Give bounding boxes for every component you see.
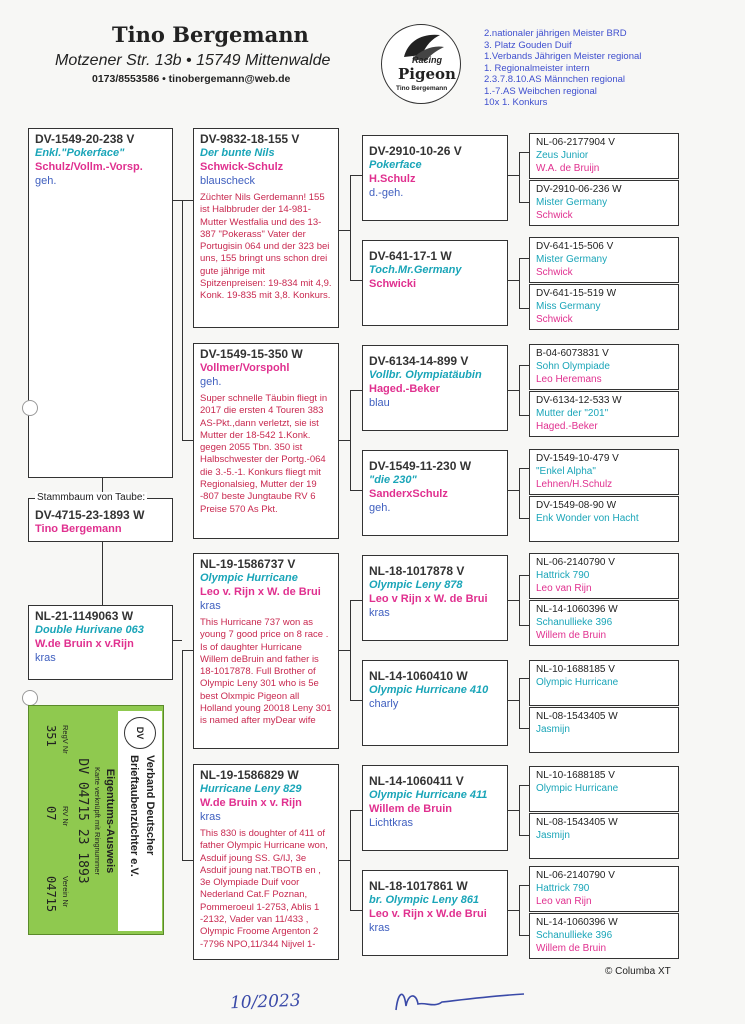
achievement-item: 3. Platz Gouden Duif <box>484 39 572 51</box>
rv-label: RV Nr <box>61 806 70 827</box>
connector-line <box>338 860 350 861</box>
ownership-card-rotated <box>32 711 162 931</box>
racing-pigeon-logo <box>381 24 461 104</box>
connector-line <box>350 390 351 490</box>
subject-card <box>28 492 173 542</box>
pigeon-breeder: Schwick-Schulz <box>200 161 284 173</box>
connector-line <box>102 540 103 605</box>
pigeon-ring-number: DV-1549-08-90 W <box>536 500 617 511</box>
pigeon-breeder: Vollmer/Vorspohl <box>200 362 290 374</box>
gen4-card <box>529 133 679 179</box>
pigeon-name: Olympic Leny 878 <box>369 579 463 591</box>
achievement-item: 2.nationaler jährigen Meister BRD <box>484 28 627 39</box>
gen4-card <box>529 180 679 226</box>
connector-line <box>507 910 519 911</box>
pigeon-ring-number: NL-08-1543405 W <box>536 711 618 722</box>
pigeon-ring-number: DV-641-15-506 V <box>536 241 614 252</box>
connector-line <box>519 308 529 309</box>
gen2-card-dam-dam <box>193 764 339 960</box>
connector-line <box>519 835 529 836</box>
pigeon-name: Jasmijn <box>536 724 570 735</box>
gen4-card <box>529 660 679 706</box>
connector-line <box>350 600 351 700</box>
pigeon-name: Mister Germany <box>536 197 608 208</box>
pigeon-color: blauscheck <box>200 175 256 187</box>
gen3-card <box>362 660 508 746</box>
connector-line <box>507 810 519 811</box>
sire-card <box>28 128 173 478</box>
pigeon-name: Enk Wonder von Hacht <box>536 513 639 524</box>
rv-value: 07 <box>44 806 58 821</box>
pigeon-breeder: Willem de Bruin <box>536 630 607 641</box>
pigeon-ring-number: NL-19-1586829 W <box>200 768 299 782</box>
software-credit: © Columba XT <box>605 966 671 977</box>
ownership-ring: DV 04715 23 1893 <box>75 758 90 884</box>
pigeon-name: Sohn Olympiade <box>536 361 610 372</box>
breeder-name: Tino Bergemann <box>112 22 309 47</box>
dam-color: kras <box>35 652 56 664</box>
handwritten-signature <box>390 982 530 1018</box>
pigeon-name: Hattrick 790 <box>536 570 590 581</box>
pigeon-breeder: Haged.-Beker <box>369 383 440 395</box>
connector-line <box>519 365 529 366</box>
connector-line <box>519 258 529 259</box>
sire-breeder: Schulz/Vollm.-Vorsp. <box>35 161 143 173</box>
connector-line <box>519 935 529 936</box>
gen4-card <box>529 553 679 599</box>
pigeon-breeder: Willem de Bruin <box>536 943 607 954</box>
pigeon-ring-number: DV-641-17-1 W <box>369 249 452 263</box>
gen3-card <box>362 450 508 536</box>
breeder-contact: 0173/8553586 • tinobergemann@web.de <box>92 73 291 85</box>
connector-line <box>507 390 519 391</box>
pigeon-breeder: Haged.-Beker <box>536 421 598 432</box>
connector-line <box>519 785 529 786</box>
pigeon-name: Schanullieke 396 <box>536 930 613 941</box>
gen3-card <box>362 765 508 851</box>
pigeon-name: Schanullieke 396 <box>536 617 613 628</box>
gen2-card-dam-sire <box>193 553 339 749</box>
gen4-card <box>529 284 679 330</box>
pigeon-ring-number: NL-14-1060411 V <box>369 774 464 788</box>
connector-line <box>519 468 520 518</box>
breeder-address: Motzener Str. 13b • 15749 Mittenwalde <box>55 52 331 69</box>
achievements-list <box>484 28 641 109</box>
gen2-card-sire-sire <box>193 128 339 328</box>
pigeon-color: geh. <box>369 502 391 514</box>
pigeon-name: Der bunte Nils <box>200 147 275 159</box>
gen4-card <box>529 813 679 859</box>
pigeon-ring-number: NL-14-1060396 W <box>536 917 618 928</box>
connector-line <box>350 810 351 910</box>
pigeon-color: charly <box>369 698 399 710</box>
achievement-item: 10x 1. Konkurs <box>484 97 548 108</box>
connector-line <box>507 175 519 176</box>
pigeon-name: Mister Germany <box>536 254 608 265</box>
pigeon-breeder: W.de Bruin x v. Rijn <box>200 797 302 809</box>
dam-card <box>28 605 173 680</box>
connector-line <box>338 440 350 441</box>
connector-line <box>519 258 520 308</box>
pigeon-name: Hattrick 790 <box>536 883 590 894</box>
dam-ring-number: NL-21-1149063 W <box>35 609 134 623</box>
connector-line <box>519 415 529 416</box>
pigeon-ring-number: NL-14-1060410 W <box>369 669 468 683</box>
connector-line <box>350 490 362 491</box>
pigeon-breeder: Leo van Rijn <box>536 896 592 907</box>
gen4-card <box>529 866 679 912</box>
pigeon-ring-number: NL-18-1017878 V <box>369 564 465 578</box>
connector-line <box>519 728 529 729</box>
connector-line <box>519 785 520 835</box>
gen4-card <box>529 707 679 753</box>
pigeon-name: Miss Germany <box>536 301 601 312</box>
pigeon-description: This 830 is doughter of 411 of father Olympic Hurricane won, Asduif joung SS. G/IJ, 3e Asduif joung nat.TBOTB en , 3e Olympiade Duif voor Nederland Cat.F Poznan, Pommeroeul 1-2753, Ablis 1 -2132, Vader van 11/433 , Olympic Froome Argenton 2 -7796 NPO,11/344 Nijvel 1- <box>200 828 328 950</box>
pigeon-ring-number: DV-6134-12-533 W <box>536 395 622 406</box>
pigeon-color: kras <box>369 922 390 934</box>
connector-line <box>350 390 362 391</box>
achievement-item: 1.-7.AS Weibchen regional <box>484 85 597 97</box>
pigeon-name: br. Olympic Leny 861 <box>369 894 480 906</box>
pigeon-breeder: Leo v. Rijn x W.de Brui <box>369 908 487 920</box>
regv-label: RegV Nr <box>61 725 70 754</box>
subject-breeder: Tino Bergemann <box>35 523 122 535</box>
achievement-item: 1.Verbands Jährigen Meister regional <box>484 51 642 62</box>
pigeon-ring-number: NL-06-2140790 V <box>536 870 615 881</box>
logo-racing-text: Racing <box>412 55 443 65</box>
pigeon-color: geh. <box>200 376 222 388</box>
subject-ring-number: DV-4715-23-1893 W <box>35 508 145 522</box>
sire-name: Enkl."Pokerface" <box>35 147 125 159</box>
pigeon-ring-number: NL-18-1017861 W <box>369 879 468 893</box>
ownership-title: Eigentums-Ausweis <box>104 768 116 874</box>
pigeon-ring-number: NL-10-1688185 V <box>536 770 615 781</box>
connector-line <box>519 575 520 625</box>
signature-stroke-icon <box>390 982 530 1018</box>
pigeon-color: kras <box>200 811 221 823</box>
connector-line <box>507 600 519 601</box>
pigeon-ring-number: B-04-6073831 V <box>536 348 609 359</box>
regv-value: 351 <box>44 725 58 747</box>
handwritten-date: 10/2023 <box>229 990 301 1014</box>
pigeon-description: Super schnelle Täubin fliegt in 2017 die ersten 4 Touren 383 AS-Pkt.,dann verletzt, sie ist Mutter der 18-542 1.Konk. gegen 2055 Tbn. 350 ist Halbschwester der Portg.-064 die 3.-5.-1. Konkurs fliegt mit Regionalsieg, Mutter der 19 -807 beste Jungtaube RV 6 Preise 570 As Pkt. <box>200 393 328 515</box>
gen4-card <box>529 449 679 495</box>
pigeon-breeder: Schwick <box>536 314 573 325</box>
ownership-card <box>28 705 164 935</box>
connector-line <box>350 280 362 281</box>
pigeon-ring-number: DV-2910-10-26 V <box>369 144 462 158</box>
gen4-card <box>529 496 679 542</box>
pigeon-color: kras <box>369 607 390 619</box>
gen3-card <box>362 555 508 641</box>
pigeon-name: Olympic Hurricane 410 <box>369 684 489 696</box>
pigeon-name: Mutter der "201" <box>536 408 609 419</box>
pigeon-breeder: Schwick <box>536 210 573 221</box>
connector-line <box>507 280 519 281</box>
org-line-2: Brieftaubenzüchter e.V. <box>128 755 140 877</box>
pigeon-description: Züchter Nils Gerdemann! 155 ist Halbbruder der 14-981- Mutter Westfalia und des 13-387 "Pokerass" Vater der Portugisin 064 und der 323 bei uns, 155 bringt uns schon drei gute jährige mit Spitzenpreisen: 19-834 mit 4,9. Konk. 19-835 mit 3,8. Konkurs. <box>200 192 332 302</box>
dam-breeder: W.de Bruin x v.Rijn <box>35 638 134 650</box>
pigeon-breeder: Lehnen/H.Schulz <box>536 479 613 490</box>
connector-line <box>519 365 520 415</box>
gen3-card <box>362 135 508 221</box>
connector-line <box>172 640 182 641</box>
dam-name: Double Hurivane 063 <box>35 624 144 636</box>
connector-line <box>350 600 362 601</box>
connector-line <box>507 700 519 701</box>
achievement-item: 2.3.7.8.10.AS Männchen regional <box>484 74 626 85</box>
pigeon-name: Hurricane Leny 829 <box>200 783 302 795</box>
connector-line <box>172 200 182 201</box>
punch-hole <box>22 690 38 706</box>
pigeon-ring-number: NL-19-1586737 V <box>200 557 296 571</box>
connector-line <box>350 700 362 701</box>
pigeon-name: Olympic Hurricane <box>200 572 298 584</box>
connector-line <box>519 152 529 153</box>
connector-line <box>519 625 529 626</box>
pigeon-breeder: Schwicki <box>369 278 417 290</box>
pigeon-breeder: Willem de Bruin <box>369 803 453 815</box>
pigeon-breeder: W.A. de Bruijn <box>536 163 600 174</box>
pigeon-ring-number: DV-9832-18-155 V <box>200 132 300 146</box>
pigeon-ring-number: NL-06-2177904 V <box>536 137 615 148</box>
pigeon-color: kras <box>200 600 221 612</box>
pigeon-breeder: SanderxSchulz <box>369 488 448 500</box>
pigeon-color: blau <box>369 397 390 409</box>
pigeon-color: Lichtkras <box>369 817 414 829</box>
pigeon-ring-number: DV-1549-11-230 W <box>369 459 472 473</box>
pigeon-name: Jasmijn <box>536 830 570 841</box>
connector-line <box>350 810 362 811</box>
connector-line <box>182 200 183 440</box>
ownership-card-header <box>118 711 162 931</box>
pigeon-name: Vollbr. Olympiatäubin <box>369 369 482 381</box>
ownership-subtitle: Karte verknüpft mit Ringnummer <box>93 767 102 875</box>
pigeon-name: Olympic Hurricane <box>536 783 619 794</box>
pigeon-ring-number: DV-1549-10-479 V <box>536 453 619 464</box>
connector-line <box>519 468 529 469</box>
gen2-card-sire-dam <box>193 343 339 539</box>
pigeon-name: Toch.Mr.Germany <box>369 264 462 276</box>
pigeon-ring-number: DV-1549-15-350 W <box>200 347 303 361</box>
gen4-card <box>529 766 679 812</box>
logo-pigeon-text: Pigeon <box>398 65 456 83</box>
gen4-card <box>529 600 679 646</box>
sire-ring-number: DV-1549-20-238 V <box>35 132 135 146</box>
pigeon-ring-number: NL-08-1543405 W <box>536 817 618 828</box>
connector-line <box>519 202 529 203</box>
pigeon-name: "Enkel Alpha" <box>536 466 596 477</box>
verein-value: 04715 <box>44 876 58 913</box>
sire-color: geh. <box>35 175 57 187</box>
gen3-card <box>362 870 508 956</box>
connector-line <box>519 885 520 935</box>
connector-line <box>519 152 520 202</box>
connector-line <box>519 678 520 728</box>
subject-caption: Stammbaum von Taube: <box>37 492 146 503</box>
connector-line <box>519 678 529 679</box>
verein-label: Verein Nr <box>61 876 70 908</box>
gen4-card <box>529 237 679 283</box>
connector-line <box>350 175 362 176</box>
pigeon-ring-number: DV-6134-14-899 V <box>369 354 469 368</box>
gen4-card <box>529 391 679 437</box>
pigeon-ring-number: NL-14-1060396 W <box>536 604 618 615</box>
pigeon-name: Zeus Junior <box>536 150 589 161</box>
pigeon-ring-number: DV-641-15-519 W <box>536 288 617 299</box>
gen3-card <box>362 240 508 326</box>
connector-line <box>350 175 351 280</box>
punch-hole <box>22 400 38 416</box>
pigeon-breeder: Schwick <box>536 267 573 278</box>
gen4-card <box>529 344 679 390</box>
connector-line <box>519 518 529 519</box>
pigeon-ring-number: NL-10-1688185 V <box>536 664 615 675</box>
org-line-1: Verband Deutscher <box>144 755 156 856</box>
connector-line <box>182 650 183 860</box>
connector-line <box>338 650 350 651</box>
pigeon-breeder: H.Schulz <box>369 173 416 185</box>
pigeon-ring-number: NL-06-2140790 V <box>536 557 615 568</box>
pigeon-name: Olympic Hurricane <box>536 677 619 688</box>
connector-line <box>338 230 350 231</box>
logo-owner-text: Tino Bergemann <box>396 85 448 92</box>
pigeon-color: d.-geh. <box>369 187 404 199</box>
pigeon-breeder: Leo v Rijn x W. de Brui <box>369 593 488 605</box>
connector-line <box>519 575 529 576</box>
gen3-card <box>362 345 508 431</box>
connector-line <box>350 910 362 911</box>
connector-line <box>507 490 519 491</box>
pigeon-name: "die 230" <box>369 474 417 486</box>
pigeon-ring-number: DV-2910-06-236 W <box>536 184 622 195</box>
verband-seal-icon: DV <box>124 717 156 749</box>
gen4-card <box>529 913 679 959</box>
pigeon-name: Pokerface <box>369 159 422 171</box>
achievement-item: 1. Regionalmeister intern <box>484 62 590 74</box>
pigeon-breeder: Leo v. Rijn x W. de Brui <box>200 586 321 598</box>
pigeon-breeder: Leo Heremans <box>536 374 602 385</box>
pigeon-breeder: Leo van Rijn <box>536 583 592 594</box>
pigeon-description: This Hurricane 737 won as young 7 good price on 8 race . Is of daughter Hurricane Willem deBruin and father is 18-1017878. Full Brother of Olympic Leny 301 who is 5e best Olxmpic Pigeon all Holland young 20018 Leny 301 is named after myDear wife <box>200 617 332 727</box>
connector-line <box>519 885 529 886</box>
pigeon-name: Olympic Hurricane 411 <box>369 789 488 801</box>
